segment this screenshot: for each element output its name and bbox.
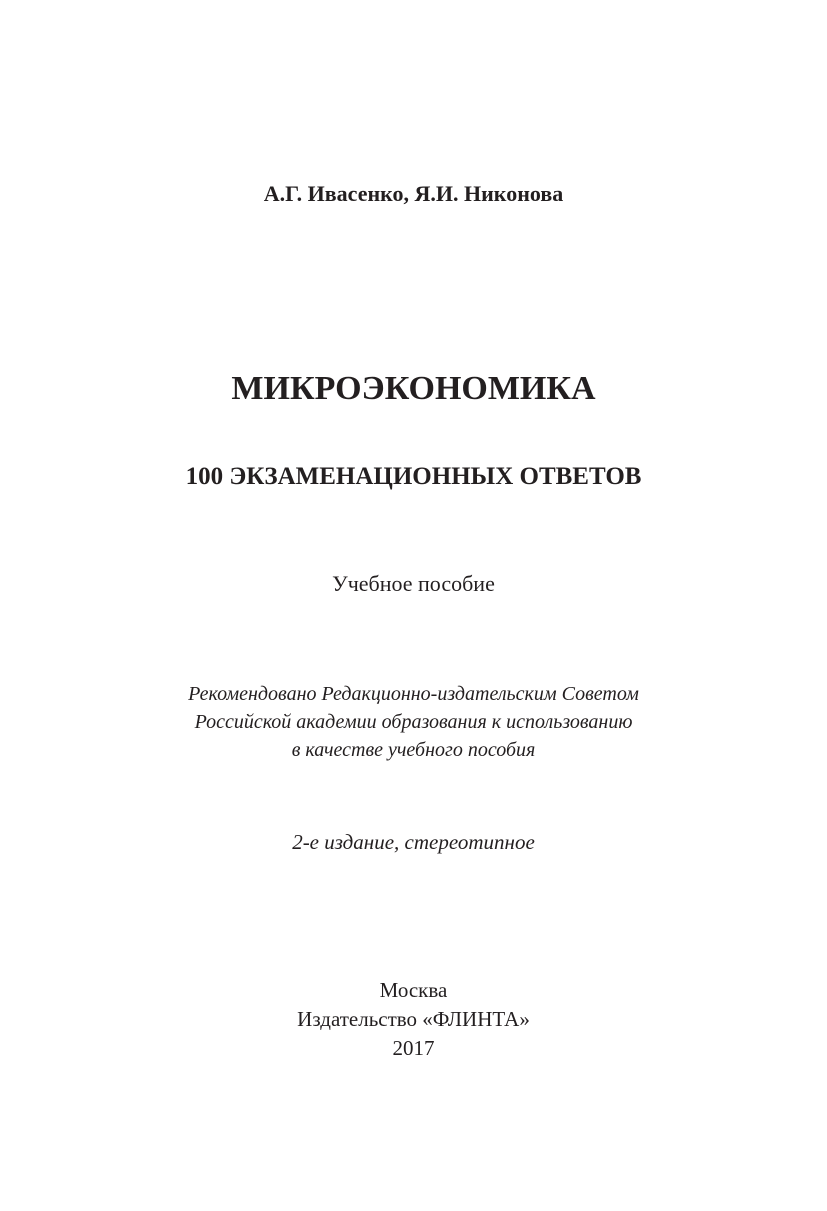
authors: А.Г. Ивасенко, Я.И. Никонова xyxy=(263,181,564,206)
imprint-year: 2017 xyxy=(392,1036,435,1060)
book-title: МИКРОЭКОНОМИКА xyxy=(231,370,596,407)
recommendation-line: в качестве учебного пособия xyxy=(291,739,536,761)
imprint-publisher: Издательство «ФЛИНТА» xyxy=(297,1007,530,1031)
edition-note: 2-е издание, стереотипное xyxy=(292,830,535,854)
imprint xyxy=(0,976,827,1063)
imprint-city: Москва xyxy=(379,978,448,1002)
recommendation-line: Российской академии образования к использованию xyxy=(194,711,633,733)
recommendation-line: Рекомендовано Редакционно-издательским Советом xyxy=(188,683,639,705)
book-subtitle: 100 ЭКЗАМЕНАЦИОННЫХ ОТВЕТОВ xyxy=(185,463,642,490)
book-type: Учебное пособие xyxy=(332,571,495,596)
recommendation-note xyxy=(0,680,827,764)
